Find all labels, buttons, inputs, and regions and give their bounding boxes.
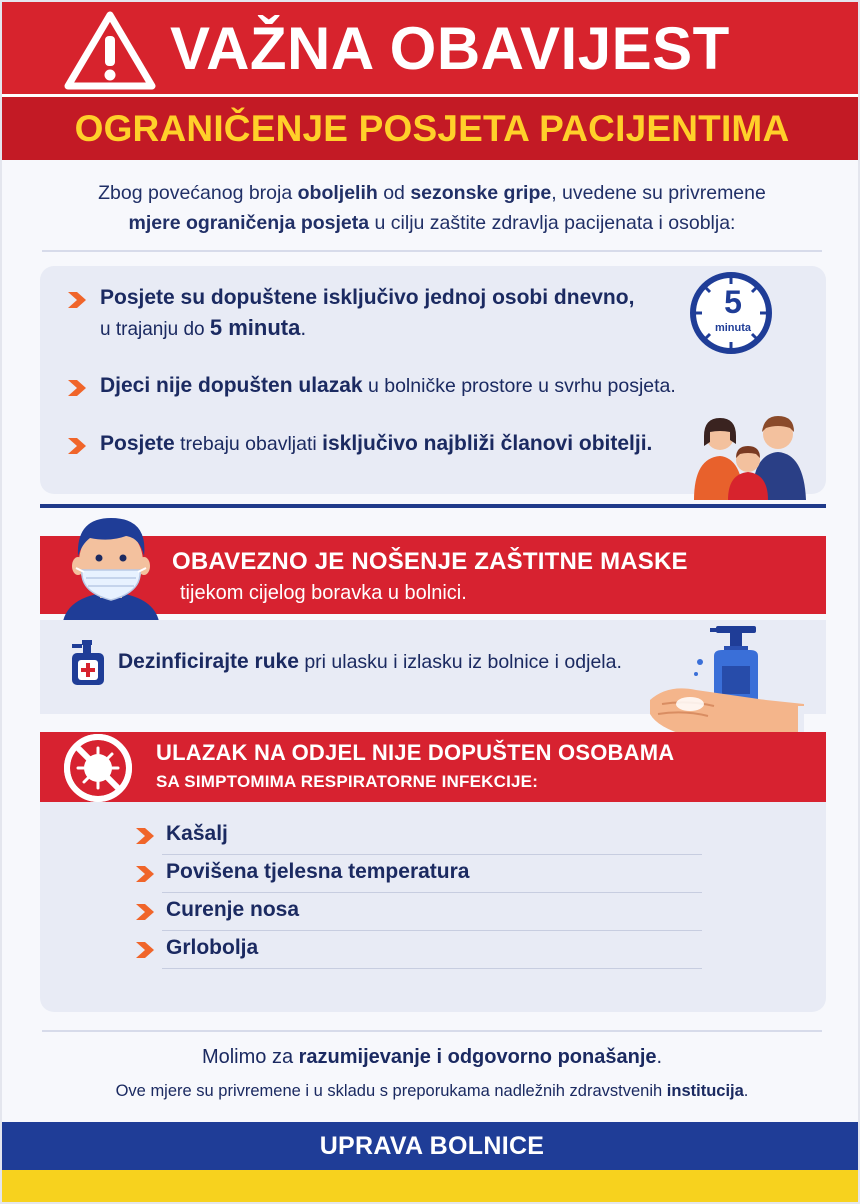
- intro-text-part: , uvedene su privremene: [551, 182, 766, 204]
- symptom-divider: [162, 892, 702, 893]
- page-title: VAŽNA OBAVIJEST: [170, 15, 730, 82]
- header-subtitle-band: [2, 94, 860, 160]
- symptoms-title: ULAZAK NA ODJEL NIJE DOPUŠTEN OSOBAMA: [156, 740, 675, 765]
- disinfect-rest: pri ulasku i izlasku iz bolnice i odjela.: [298, 651, 622, 673]
- footer-text: Ove mjere su privremene i u skladu s preporukama nadležnih zdravstvenih: [115, 1082, 667, 1100]
- intro-line-1: [42, 178, 822, 208]
- rule-one-bold: Posjete su dopuštene isključivo jednoj osobi dnevno,: [100, 286, 635, 309]
- intro-text-part: Zbog povećanog broja: [98, 182, 298, 204]
- symptom-divider: [162, 930, 702, 931]
- rule-three-bold-2: isključivo najbliži članovi obitelji.: [322, 432, 653, 455]
- intro-text-part: u cilju zaštite zdravlja pacijenata i osoblja:: [369, 212, 736, 234]
- disinfect-text: [118, 650, 622, 674]
- masked-person-icon: [56, 512, 166, 628]
- footer-punct: .: [743, 1082, 749, 1100]
- footer-text: Molimo za: [201, 1046, 299, 1068]
- footer-line-1: [2, 1046, 860, 1069]
- rule-one-line-2: [100, 314, 306, 344]
- footer-punct: .: [656, 1046, 663, 1068]
- hand-sanitizer-icon: [68, 640, 108, 686]
- clock-label: minuta: [714, 322, 752, 334]
- intro-text-part: od: [377, 182, 411, 204]
- footer-line-2: [2, 1082, 860, 1101]
- chevron-right-icon: [134, 902, 158, 922]
- clock-number: 5: [724, 284, 742, 320]
- rule-three-text: trebaju obavljati: [174, 433, 323, 455]
- warning-triangle-icon: [64, 10, 156, 90]
- no-virus-icon: [58, 728, 138, 808]
- intro-line-2: [42, 208, 822, 238]
- rule-three: [100, 430, 652, 458]
- chevron-right-icon: [134, 940, 158, 960]
- section-divider: [40, 504, 826, 508]
- rule-one-punct: .: [300, 317, 307, 340]
- mask-subtitle: tijekom cijelog boravka u bolnici.: [180, 582, 467, 604]
- disinfect-bold: Dezinficirajte ruke: [118, 650, 299, 673]
- chevron-right-icon: [66, 378, 90, 398]
- rule-three-bold: Posjete: [100, 432, 175, 455]
- symptom-item: Grlobolja: [166, 936, 259, 959]
- mask-title: OBAVEZNO JE NOŠENJE ZAŠTITNE MASKE: [172, 548, 688, 575]
- intro-bold-part: mjere ograničenja posjeta: [128, 212, 370, 234]
- chevron-right-icon: [66, 436, 90, 456]
- intro-bold-part: sezonske gripe: [410, 182, 552, 204]
- rule-two-bold: Djeci nije dopušten ulazak: [100, 374, 363, 397]
- symptom-item: Kašalj: [166, 822, 228, 845]
- rule-two: [100, 372, 676, 400]
- intro-bold-part: oboljelih: [297, 182, 378, 204]
- symptom-divider: [162, 968, 702, 969]
- rule-one-text: u trajanju do: [100, 319, 210, 340]
- signature: UPRAVA BOLNICE: [319, 1132, 545, 1160]
- page-subtitle: OGRANIČENJE POSJETA PACIJENTIMA: [74, 108, 790, 149]
- footer-bold: razumijevanje i odgovorno ponašanje: [298, 1046, 657, 1068]
- chevron-right-icon: [134, 864, 158, 884]
- footer-divider: [42, 1030, 822, 1032]
- chevron-right-icon: [134, 826, 158, 846]
- rule-one-duration: 5 minuta: [209, 315, 301, 340]
- family-icon: [690, 410, 808, 500]
- rule-two-text: u bolničke prostore u svrhu posjeta.: [362, 375, 676, 397]
- symptom-divider: [162, 854, 702, 855]
- rule-one: [100, 284, 634, 312]
- intro-text: [42, 178, 822, 238]
- chevron-right-icon: [66, 290, 90, 310]
- bottom-yellow-band: [2, 1170, 860, 1204]
- symptom-item: Curenje nosa: [166, 898, 300, 921]
- symptoms-subtitle: SA SIMPTOMIMA RESPIRATORNE INFEKCIJE:: [156, 772, 539, 791]
- footer-bold: institucija: [666, 1082, 744, 1100]
- divider: [42, 250, 822, 252]
- symptom-item: Povišena tjelesna temperatura: [166, 860, 470, 883]
